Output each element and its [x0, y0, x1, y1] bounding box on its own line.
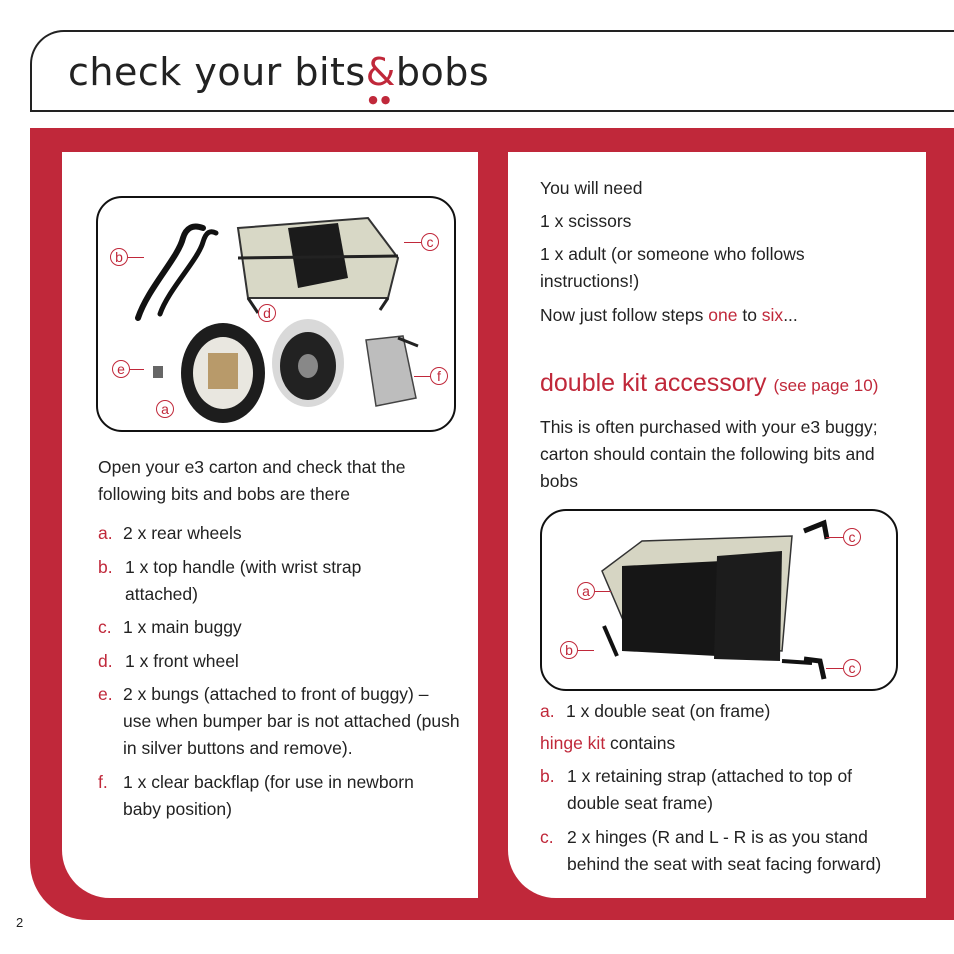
- list-marker: f.: [98, 772, 108, 792]
- list-marker: e.: [98, 684, 113, 704]
- list-marker: b.: [98, 557, 113, 577]
- callout-c-bottom-line: [826, 668, 843, 669]
- left-item-b: [98, 554, 398, 608]
- step-six-label: six: [761, 305, 784, 325]
- list-marker: a.: [98, 523, 113, 543]
- callout-d: d: [258, 304, 276, 322]
- step-one-label: one: [708, 305, 738, 325]
- list-text: 2 x bungs (attached to front of buggy) – use when bumper bar is not attached (push in silver buttons and remove).: [123, 684, 460, 758]
- list-text: 1 x retaining strap (attached to top of double seat frame): [567, 766, 853, 813]
- need-item-1: 1 x scissors: [540, 211, 632, 231]
- callout-c-top-line: [826, 537, 843, 538]
- list-text: 1 x main buggy: [123, 617, 242, 637]
- list-text: 2 x hinges (R and L - R is as you stand behind the seat with seat facing forward): [567, 827, 882, 874]
- callout-b-right-line: [578, 650, 594, 651]
- left-item-f: [98, 769, 450, 823]
- callout-f-line: [414, 376, 430, 377]
- left-item-d: [98, 648, 458, 675]
- right-item-c: [540, 824, 902, 878]
- title-part-2: bobs: [395, 50, 490, 94]
- need-item-2: 1 x adult (or someone who follows instructions!): [540, 244, 805, 291]
- right-item-a: [540, 698, 900, 725]
- hinge-kit-line: hinge kit contains: [540, 733, 676, 753]
- steps-line: Now just follow steps one to six...: [540, 305, 798, 325]
- callout-b-line: [128, 257, 144, 258]
- list-text: 1 x top handle (with wrist strap attached): [125, 557, 362, 604]
- list-text: 1 x double seat (on frame): [566, 701, 771, 721]
- page-title: [68, 50, 490, 106]
- heading-text: double kit accessory: [540, 369, 767, 397]
- ampersand-dots-decoration: ●●: [368, 93, 394, 106]
- left-intro: Open your e3 carton and check that the following bits and bobs are there: [98, 457, 406, 504]
- callout-e-line: [130, 369, 144, 370]
- callout-c-top: c: [843, 528, 861, 546]
- heading-page-ref: (see page 10): [773, 376, 879, 395]
- callout-a-right: a: [577, 582, 595, 600]
- list-text: 1 x front wheel: [125, 651, 239, 671]
- callout-f: f: [430, 367, 448, 385]
- list-marker: d.: [98, 651, 113, 671]
- callout-a-right-line: [595, 591, 611, 592]
- list-text: 2 x rear wheels: [123, 523, 242, 543]
- list-text: 1 x clear backflap (for use in newborn baby position): [123, 772, 414, 819]
- callout-a: a: [156, 400, 174, 418]
- callout-c-line: [404, 242, 421, 243]
- callout-e: e: [112, 360, 130, 378]
- left-item-a: [98, 520, 458, 547]
- list-marker: b.: [540, 766, 555, 786]
- title-ampersand: & ●●: [365, 50, 396, 106]
- callout-b-right: b: [560, 641, 578, 659]
- double-kit-description: This is often purchased with your e3 buggy; carton should contain the following bits and bobs: [540, 417, 878, 491]
- list-marker: a.: [540, 701, 555, 721]
- double-kit-heading: [540, 369, 878, 398]
- left-item-c: [98, 614, 458, 641]
- callout-c-bottom: c: [843, 659, 861, 677]
- title-part-1: check your bits: [68, 50, 366, 94]
- right-item-b: [540, 763, 880, 817]
- callout-c: c: [421, 233, 439, 251]
- list-marker: c.: [540, 827, 554, 847]
- left-item-e: [98, 681, 460, 762]
- need-title: You will need: [540, 178, 643, 198]
- callout-b: b: [110, 248, 128, 266]
- hinge-kit-label: hinge kit: [540, 733, 606, 753]
- list-marker: c.: [98, 617, 112, 637]
- title-tab: [30, 30, 954, 112]
- contents-photo-illustration: [98, 198, 456, 432]
- page-number: 2: [16, 915, 24, 930]
- contents-photo: [96, 196, 456, 432]
